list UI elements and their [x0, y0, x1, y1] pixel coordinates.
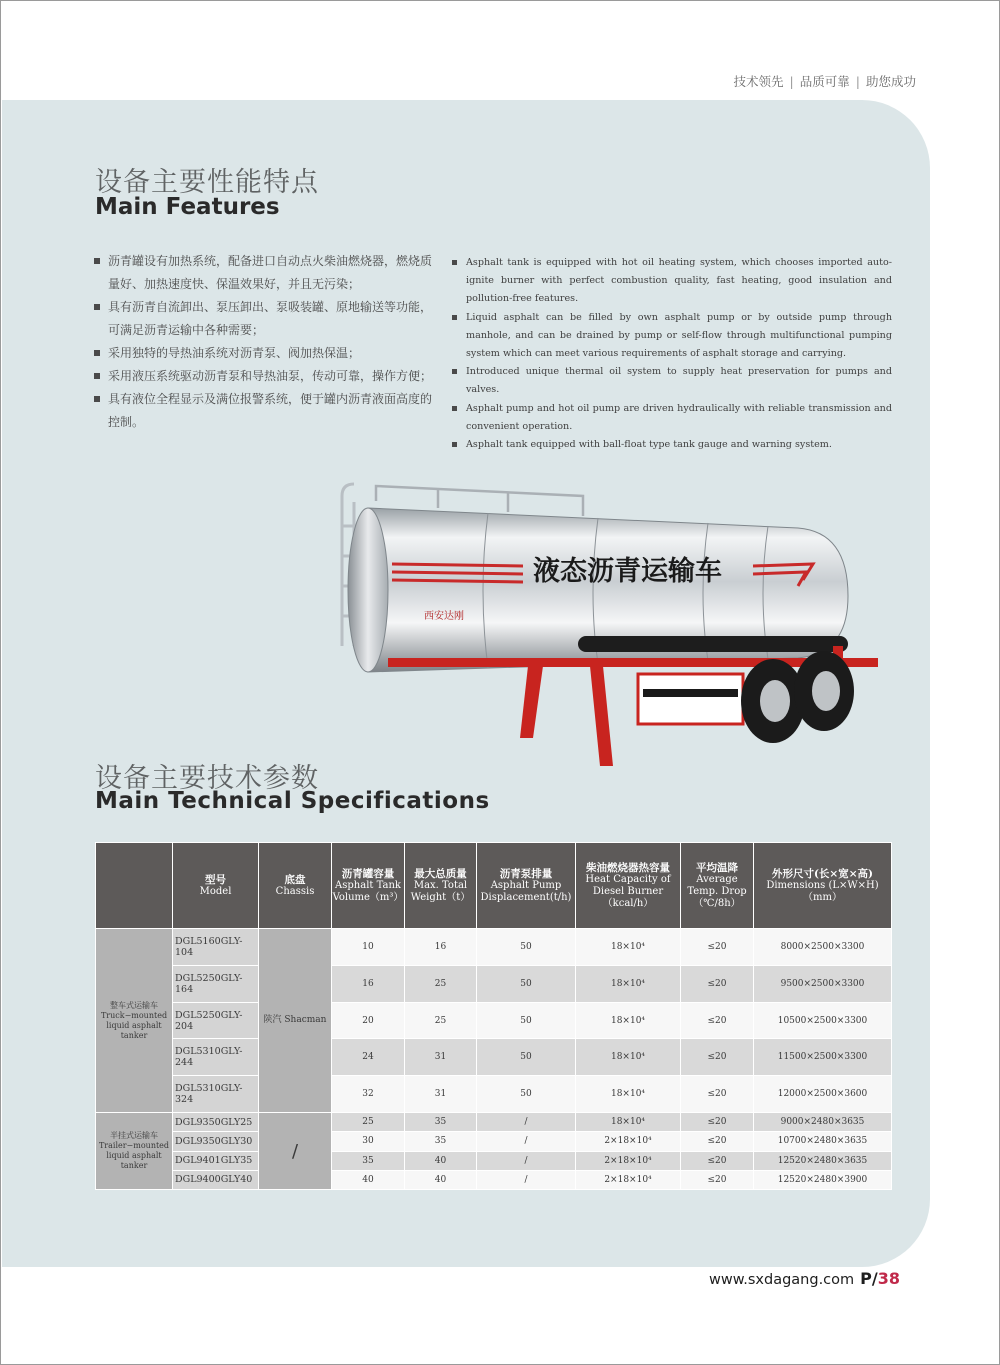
table-cell: 12520×2480×3900	[754, 1170, 892, 1189]
table-row	[96, 1076, 892, 1113]
table-cell: 16	[405, 929, 477, 966]
slogan-item: 品质可靠	[799, 74, 850, 89]
table-cell: 25	[332, 1113, 405, 1132]
table-cell: 35	[405, 1132, 477, 1151]
table-cell: /	[477, 1170, 576, 1189]
divider: |	[789, 74, 794, 89]
table-header-cell: 沥青罐容量 Asphalt Tank Volume（m³）	[332, 843, 405, 929]
table-cell: 35	[405, 1113, 477, 1132]
table-cell: 50	[477, 1002, 576, 1039]
table-row	[96, 1039, 892, 1076]
table-cell: 35	[332, 1151, 405, 1170]
table-header-cell: 底盘 Chassis	[259, 843, 332, 929]
table-cell: 18×10⁴	[576, 929, 681, 966]
table-cell: 40	[405, 1151, 477, 1170]
table-cell: ≤20	[681, 1170, 754, 1189]
table-cell: ≤20	[681, 1076, 754, 1113]
category-cell: 整车式运输车 Truck−mounted liquid asphalt tanker	[96, 929, 173, 1113]
chassis-cell: /	[259, 1113, 332, 1190]
table-cell: ≤20	[681, 1039, 754, 1076]
divider: |	[855, 74, 860, 89]
table-cell: 40	[405, 1170, 477, 1189]
website-link[interactable]: www.sxdagang.com	[709, 1272, 855, 1288]
table-cell: 25	[405, 1002, 477, 1039]
table-row	[96, 929, 892, 966]
tank-lettering: 液态沥青运输车	[533, 556, 722, 587]
table-cell: ≤20	[681, 1002, 754, 1039]
table-cell: 18×10⁴	[576, 1076, 681, 1113]
table-cell: 20	[332, 1002, 405, 1039]
slogan-item: 技术领先	[733, 74, 784, 89]
table-cell: 30	[332, 1132, 405, 1151]
bumper-board	[638, 674, 743, 724]
table-cell: 31	[405, 1039, 477, 1076]
feature-item: 沥青罐设有加热系统，配备进口自动点火柴油燃烧器，燃烧质量好、加热速度快、保温效果好，并且无污染；	[94, 250, 434, 296]
feature-item: 采用独特的导热油系统对沥青泵、阀加热保温；	[94, 342, 434, 365]
table-cell: 18×10⁴	[576, 1039, 681, 1076]
table-cell: 2×18×10⁴	[576, 1132, 681, 1151]
table-cell: ≤20	[681, 1151, 754, 1170]
table-cell: 16	[332, 965, 405, 1002]
model-cell: DGL9401GLY35	[173, 1151, 259, 1170]
table-row	[96, 1170, 892, 1189]
table-cell: 25	[405, 965, 477, 1002]
features-title-cn: 设备主要性能特点	[95, 167, 319, 198]
table-cell: 50	[477, 965, 576, 1002]
table-cell: /	[477, 1113, 576, 1132]
table-row	[96, 1113, 892, 1132]
table-cell: 12000×2500×3600	[754, 1076, 892, 1113]
table-cell: 50	[477, 1039, 576, 1076]
table-header-cell: 平均温降 Average Temp. Drop（℃/8h）	[681, 843, 754, 929]
table-cell: 24	[332, 1039, 405, 1076]
page-footer	[709, 1269, 900, 1288]
table-cell: 8000×2500×3300	[754, 929, 892, 966]
table-cell: 32	[332, 1076, 405, 1113]
table-cell: 18×10⁴	[576, 965, 681, 1002]
table-cell: 18×10⁴	[576, 1002, 681, 1039]
table-cell: 50	[477, 929, 576, 966]
brand-logo: 西安达刚	[424, 611, 464, 622]
feature-item: Asphalt tank equipped with ball-float type tank gauge and warning system.	[452, 436, 892, 454]
feature-item: Introduced unique thermal oil system to supply heat preservation for pumps and valves.	[452, 363, 892, 399]
features-list-en	[452, 254, 892, 454]
table-cell: 2×18×10⁴	[576, 1170, 681, 1189]
table-cell: 10	[332, 929, 405, 966]
table-cell: ≤20	[681, 1132, 754, 1151]
feature-item: 采用液压系统驱动沥青泵和导热油泵，传动可靠，操作方便；	[94, 365, 434, 388]
table-header-cell	[96, 843, 173, 929]
pipe	[578, 636, 848, 652]
table-cell: ≤20	[681, 929, 754, 966]
model-cell: DGL5310GLY-244	[173, 1039, 259, 1076]
table-header-cell: 沥青泵排量 Asphalt Pump Displacement(t/h)	[477, 843, 576, 929]
table-cell: 10700×2480×3635	[754, 1132, 892, 1151]
model-cell: DGL5250GLY-164	[173, 965, 259, 1002]
table-cell: ≤20	[681, 965, 754, 1002]
feature-item: 具有沥青自流卸出、泵压卸出、泵吸装罐、原地输送等功能，可满足沥青运输中各种需要；	[94, 296, 434, 342]
features-title-en: Main Features	[95, 194, 280, 220]
model-cell: DGL9350GLY25	[173, 1113, 259, 1132]
table-header-cell: 型号 Model	[173, 843, 259, 929]
spec-table	[95, 842, 892, 1190]
table-header-cell: 外形尺寸(长×宽×高) Dimensions (L×W×H)（mm）	[754, 843, 892, 929]
table-row	[96, 1002, 892, 1039]
table-cell: 18×10⁴	[576, 1113, 681, 1132]
table-row	[96, 965, 892, 1002]
category-cell: 半挂式运输车 Trailer−mounted liquid asphalt tanker	[96, 1113, 173, 1190]
table-cell: 9500×2500×3300	[754, 965, 892, 1002]
tank-cap	[348, 508, 388, 672]
table-cell: 11500×2500×3300	[754, 1039, 892, 1076]
slogan	[734, 72, 916, 90]
page-number: 38	[877, 1269, 900, 1288]
table-header-row	[96, 843, 892, 929]
model-cell: DGL5310GLY-324	[173, 1076, 259, 1113]
table-header-cell: 最大总质量 Max. Total Weight（t）	[405, 843, 477, 929]
table-cell: 9000×2480×3635	[754, 1113, 892, 1132]
table-cell: 31	[405, 1076, 477, 1113]
table-cell: 10500×2500×3300	[754, 1002, 892, 1039]
feature-item: 具有液位全程显示及满位报警系统，便于罐内沥青液面高度的控制。	[94, 388, 434, 434]
asphalt-tanker-image	[328, 476, 880, 772]
table-cell: /	[477, 1132, 576, 1151]
model-cell: DGL9400GLY40	[173, 1170, 259, 1189]
table-row	[96, 1151, 892, 1170]
chassis-cell: 陕汽 Shacman	[259, 929, 332, 1113]
feature-item: Asphalt pump and hot oil pump are driven hydraulically with reliable transmission and convenient operation.	[452, 400, 892, 436]
slogan-item: 助您成功	[865, 74, 916, 89]
model-cell: DGL5250GLY-204	[173, 1002, 259, 1039]
table-header-cell: 柴油燃烧器热容量 Heat Capacity of Diesel Burner（kcal/h）	[576, 843, 681, 929]
page-logo: P/	[860, 1269, 878, 1288]
table-cell: 2×18×10⁴	[576, 1151, 681, 1170]
table-cell: ≤20	[681, 1113, 754, 1132]
model-cell: DGL9350GLY30	[173, 1132, 259, 1151]
table-cell: /	[477, 1151, 576, 1170]
feature-item: Asphalt tank is equipped with hot oil heating system, which chooses imported auto-ignite burner with perfect combustion quality, fast heating, good insulation and pollution-free features.	[452, 254, 892, 309]
feature-item: Liquid asphalt can be filled by own asphalt pump or by outside pump through manhole, and can be drained by pump or self-flow through multifunctional pumping system which can meet various requirements of asphalt storage and carrying.	[452, 309, 892, 364]
features-list-cn	[94, 250, 434, 434]
specs-title-en: Main Technical Specifications	[95, 788, 490, 814]
model-cell: DGL5160GLY-104	[173, 929, 259, 966]
table-cell: 12520×2480×3635	[754, 1151, 892, 1170]
table-cell: 40	[332, 1170, 405, 1189]
table-row	[96, 1132, 892, 1151]
table-cell: 50	[477, 1076, 576, 1113]
specs-title-cn: 设备主要技术参数	[95, 763, 319, 794]
